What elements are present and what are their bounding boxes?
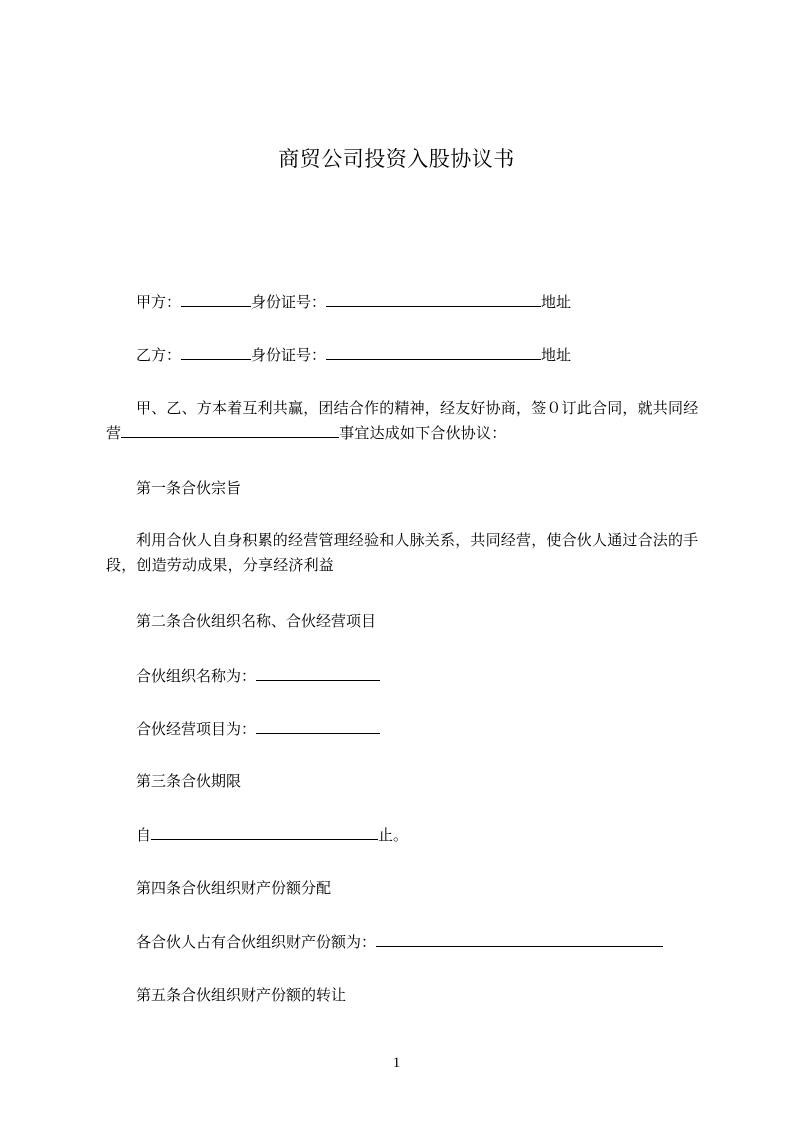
project-blank[interactable]: [256, 718, 380, 734]
party-a-address-label: 地址: [541, 293, 572, 311]
party-a-id-blank[interactable]: [326, 291, 541, 307]
article-4-heading: 第四条合伙组织财产份额分配: [136, 879, 332, 897]
party-a-line: [136, 291, 571, 312]
term-to-label: 止。: [378, 826, 409, 844]
party-a-label: 甲方：: [136, 293, 182, 311]
party-a-name-blank[interactable]: [181, 291, 251, 307]
party-b-id-label: 身份证号：: [251, 346, 327, 364]
party-b-id-blank[interactable]: [326, 344, 541, 360]
project-line: [136, 718, 380, 739]
org-name-label: 合伙组织名称为：: [136, 667, 257, 685]
term-line: [136, 824, 408, 845]
share-label: 各合伙人占有合伙组织财产份额为：: [136, 933, 377, 951]
article-1-heading: 第一条合伙宗旨: [136, 479, 242, 497]
business-blank[interactable]: [121, 422, 339, 438]
party-a-id-label: 身份证号：: [251, 293, 327, 311]
page-number: 1: [392, 1055, 401, 1071]
party-b-address-label: 地址: [541, 346, 572, 364]
article-1-body: 利用合伙人自身积累的经营管理经验和人脉关系，共同经营，使合伙人通过合法的手段，创造劳动成果，分享经济利益: [106, 531, 699, 574]
project-label: 合伙经营项目为：: [136, 720, 257, 738]
intro-text-1: 甲、乙、方本着互利共赢，团结合作的精神，经友好协商，签０订此合同，就共同经营: [106, 399, 699, 442]
article-2-heading: 第二条合伙组织名称、合伙经营项目: [136, 612, 377, 630]
share-line: [136, 931, 663, 952]
article-3-heading: 第三条合伙期限: [136, 772, 242, 790]
term-from-label: 自: [136, 826, 152, 844]
org-name-blank[interactable]: [256, 665, 380, 681]
share-blank[interactable]: [376, 931, 663, 947]
document-title: 商贸公司投资入股协议书: [278, 147, 515, 171]
party-b-line: [136, 344, 571, 365]
intro-text-2: 事宜达成如下合伙协议：: [339, 424, 507, 442]
org-name-line: [136, 665, 380, 686]
term-blank[interactable]: [151, 824, 378, 840]
intro-paragraph: [106, 396, 702, 446]
party-b-name-blank[interactable]: [181, 344, 251, 360]
article-5-heading: 第五条合伙组织财产份额的转让: [136, 986, 347, 1004]
party-b-label: 乙方：: [136, 346, 182, 364]
